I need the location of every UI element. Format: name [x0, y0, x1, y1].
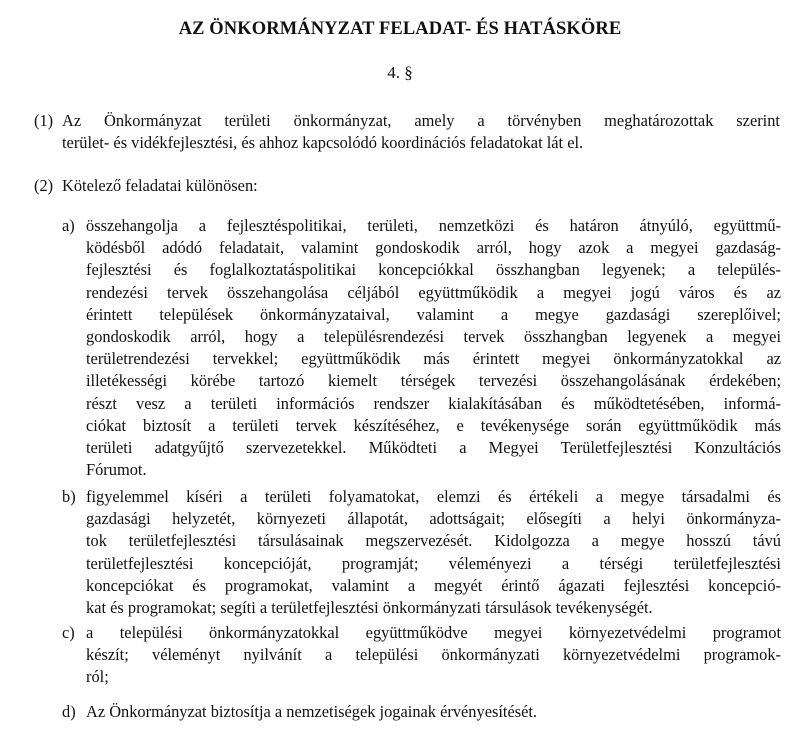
paragraph-2-number: (2) [34, 176, 54, 195]
list-item-line: érintett települések önkormányzataival, valamint a megye gazdasági szereplőivel; [86, 304, 781, 324]
list-item-letter: a) [62, 216, 75, 235]
list-item-line: összehangolja a fejlesztéspolitikai, területi, nemzetközi és határon átnyúló, együttmű- [86, 216, 781, 235]
list-item-c [62, 622, 781, 689]
list-item-letter: c) [62, 623, 75, 642]
section-number: 4. § [387, 63, 413, 82]
list-item-line: illetékességi körébe tartozó kiemelt térségek tervezési összehangolásának érdekében; [86, 371, 781, 391]
list-item-line: részt vesz a területi információs rendszer kialakításában és működtetésében, informá- [86, 393, 781, 413]
list-item-line: Az Önkormányzat biztosítja a nemzetiségek jogainak érvényesítését. [86, 702, 538, 721]
list-item-line: tok területfejlesztési társulásainak megszervezését. Kidolgozza a megye hosszú távú [86, 531, 781, 551]
list-item-line: ról; [86, 667, 109, 687]
list-item-line: területfejlesztési koncepcióját, programját; véleményezi a térségi területfejlesztési [86, 553, 781, 573]
list-item-line: kat és programokat; segíti a területfejlesztési önkormányzati társulások tevékenységét. [86, 598, 653, 618]
list-item-letter: d) [62, 702, 76, 721]
list-item-line: rendezési tervek összehangolása céljából együttműködik a megyei jogú város és az [86, 282, 781, 302]
paragraph-1-number: (1) [34, 111, 54, 130]
document-title: AZ ÖNKORMÁNYZAT FELADAT- ÉS HATÁSKÖRE [178, 19, 622, 39]
paragraph-2-text: Kötelező feladatai különösen: [62, 176, 258, 195]
list-item-a [62, 215, 781, 481]
list-item-letter: b) [62, 487, 76, 506]
list-item-line: készít; véleményt nyilvánít a települési önkormányzati környezetvédelmi programok- [86, 645, 781, 665]
list-item-line: gondoskodik arról, hogy a településrendezési tervek összhangban legyenek a megyei [86, 327, 781, 347]
paragraph-1-line: Az Önkormányzat területi önkormányzat, amely a törvényben meghatározottak szerint [62, 111, 780, 130]
list-item-line: területi adatgyűjtő szervezetekkel. Működteti a Megyei Területfejlesztési Konzultációs [86, 438, 781, 458]
list-item-d [62, 701, 781, 723]
paragraph-1 [34, 110, 780, 154]
paragraph-1-line: terület- és vidékfejlesztési, és ahhoz kapcsolódó koordinációs feladatokat lát el. [62, 133, 584, 153]
list-item-line: a települési önkormányzatokkal együttműködve megyei környezetvédelmi programot [86, 623, 781, 642]
list-item-line: ciókat biztosít a területi tervek készítéséhez, e tevékenysége során együttműködik más [86, 415, 781, 435]
list-item-line: ködésből adódó feladatait, valamint gondoskodik arról, hogy azok a megyei gazdaság- [86, 238, 781, 258]
list-item-line: területrendezési tervekkel; együttműködik más érintett megyei önkormányzatokkal az [86, 349, 781, 369]
list-item-b [62, 486, 781, 619]
list-item-line: Fórumot. [86, 460, 147, 480]
list-item-line: fejlesztési és foglalkoztatáspolitikai koncepciókkal összhangban legyenek; a település- [86, 260, 781, 280]
list-item-line: figyelemmel kíséri a területi folyamatokat, elemzi és értékeli a megye társadalmi és [86, 487, 781, 506]
paragraph-2 [34, 175, 780, 197]
list-item-line: gazdasági helyzetét, környezeti állapotát, adottságait; elősegíti a helyi önkormányza- [86, 509, 781, 529]
list-item-line: koncepciókat és programokat, valamint a megyét érintő ágazati fejlesztési koncepció- [86, 575, 781, 595]
